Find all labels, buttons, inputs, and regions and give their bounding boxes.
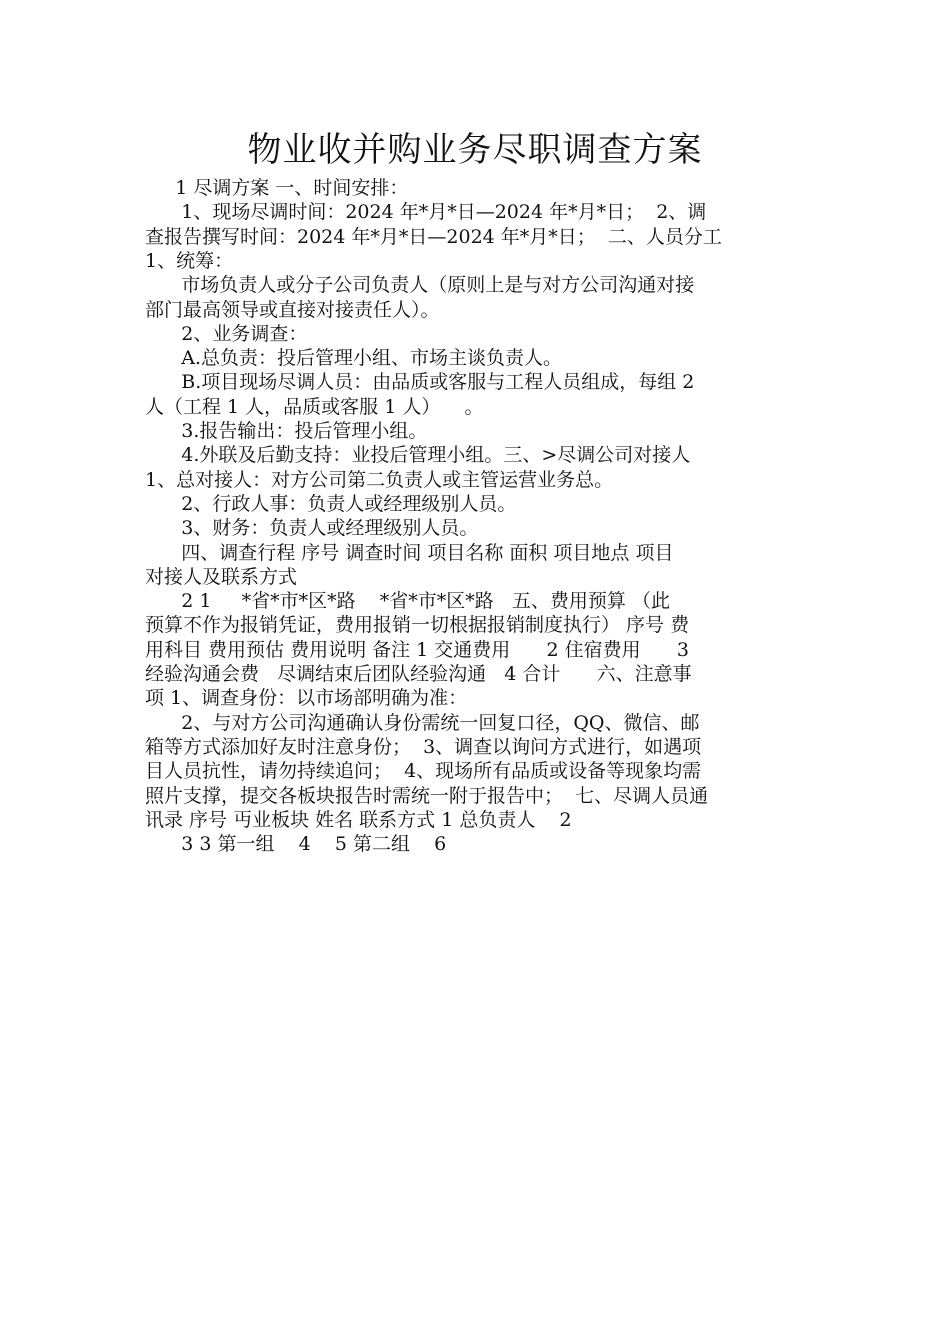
body-line: 部门最高领导或直接对接责任人）。 xyxy=(145,298,440,321)
body-line: 3、财务：负责人或经理级别人员。 xyxy=(145,517,479,540)
body-line: 四、调查行程 序号 调查时间 项目名称 面积 项目地点 项目 xyxy=(145,541,674,564)
body-line: 2、业务调查： xyxy=(145,322,308,345)
body-line: 2、行政人事：负责人或经理级别人员。 xyxy=(145,492,517,515)
body-line: 项 1、调查身份：以市场部明确为准： xyxy=(145,687,468,710)
body-line: 照片支撑，提交各板块报告时需统一附于报告中； 七、尽调人员通 xyxy=(145,784,709,807)
body-line: 2 1 *省*市*区*路 *省*市*区*路 五、费用预算 （此 xyxy=(145,590,670,613)
body-line: 目人员抗性，请勿持续追问； 4、现场所有品质或设备等现象均需 xyxy=(145,760,702,783)
document-title: 物业收并购业务尽职调查方案 xyxy=(247,130,703,170)
body-line: 1 尽调方案 一、时间安排： xyxy=(145,177,409,199)
body-line: 查报告撰写时间：2024 年*月*日—2024 年*月*日； 二、人员分工 xyxy=(145,225,722,248)
body-line: 2、与对方公司沟通确认身份需统一回复口径，QQ、微信、邮 xyxy=(145,711,700,734)
body-line: 对接人及联系方式 xyxy=(145,565,298,588)
body-line: 用科目 费用预估 费用说明 备注 1 交通费用 2 住宿费用 3 xyxy=(145,638,689,661)
body-line: 1、现场尽调时间：2024 年*月*日—2024 年*月*日； 2、调 xyxy=(145,201,707,224)
body-line: 4.外联及后勤支持：业投后管理小组。三、>尽调公司对接人 xyxy=(145,444,691,467)
body-line: 箱等方式添加好友时注意身份； 3、调查以询问方式进行，如遇项 xyxy=(145,735,702,758)
body-line: 讯录 序号 丏业板块 姓名 联系方式 1 总负责人 2 xyxy=(145,808,572,831)
body-line: 1、统筹： xyxy=(145,249,234,272)
body-line: 1、总对接人：对方公司第二负责人或主管运营业务总。 xyxy=(145,468,614,491)
body-line: A.总负责：投后管理小组、市场主谈负责人。 xyxy=(145,347,562,370)
body-line: 3.报告输出：投后管理小组。 xyxy=(145,420,428,442)
body-line: 3 3 第一组 4 5 第二组 6 xyxy=(145,833,447,856)
body-line: 预算不作为报销凭证，费用报销一切根据报销制度执行） 序号 费 xyxy=(145,614,690,637)
body-line: B.项目现场尽调人员：由品质或客服与工程人员组成，每组 2 xyxy=(145,371,695,394)
body-line: 经验沟通会费 尽调结束后团队经验沟通 4 合计 六、注意事 xyxy=(145,663,692,685)
body-line: 人（工程 1 人，品质或客服 1 人） 。 xyxy=(145,395,484,418)
body-line: 市场负责人或分子公司负责人（原则上是与对方公司沟通对接 xyxy=(145,274,695,297)
